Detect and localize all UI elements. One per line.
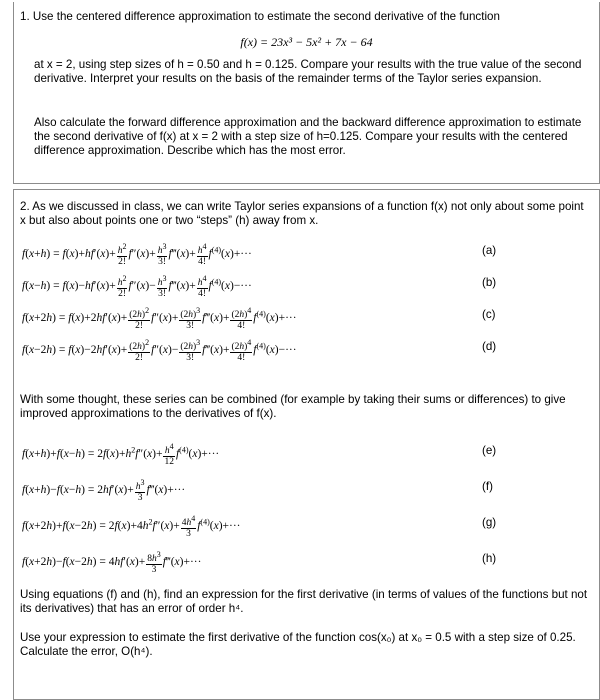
equation-label-c: (c) [482,308,496,321]
equation-label-h: (h) [482,552,497,565]
equation-label-d: (d) [482,340,497,353]
problem-1-intro: 1. Use the centered difference approximation to estimate the second derivative of the function [20,10,500,23]
equation-label-f: (f) [482,480,493,493]
problem-1-para-2: Also calculate the forward difference approximation and the backward difference approximation to estimate the second derivative of f(x) at x = 2 with a step size of h=0.125. Compare your results with the centered difference approximation. Describe which has the most error. [34,116,582,157]
problem-1-para-1: at x = 2, using step sizes of h = 0.50 and h = 0.125. Compare your results with the true value of the second derivative. Interpret your results on the basis of the remainder terms of the Taylor series expansion. [34,58,582,85]
equation-label-e: (e) [482,444,497,457]
problem-2-middle-text: With some thought, these series can be combined (for example by taking their sums or differences) to give improved approximations to the derivatives of f(x). [20,393,566,420]
equation-label-g: (g) [482,516,497,529]
problem-2-task-1: Using equations (f) and (h), find an expression for the first derivative (in terms of values of the functions but not its derivatives) that has an error of order h⁴. [20,588,588,615]
equation-label-a: (a) [482,244,497,257]
problem-1-panel [13,2,600,184]
problem-2-panel: 2. As we discussed in class, we can write Taylor series expansions of a function f(x) not only about some point x but also about points one or two “steps” (h) away from x. f(x+h) = f(x)+hf′(x)+ $\frac{h^2}{2!}$ f″(x)+ $\frac{h^3}{3!}$ f‴(x)+ $\frac{h^4}{4!}$ $f^{(4)}(x)+\cdot\cdot\cdot$ (a) f(x−h) = f(x)−hf′(x)+ $\frac{h^2}{2!}$ f″(x)− $\frac{h^3}{3!}$ f‴(x)+ $\frac{h^4}{4!}$ $f^{(4)}(x)-\cdot\cdot\cdot$ (b) f(x+2h) = f(x)+2hf′(x)+ $\frac{(2h)^2}{2!}$ f″(x)+ $\frac{(2h)^3}{3!}$ f‴(x)+ $\frac{(2h)^4}{4!}$ $f^{(4)}(x)+\cdot\cdot\cdot$ (c) f(x−2h) = f(x)−2hf′(x)+ $\frac{(2h)^2}{2!}$ f″(x)− $\frac{(2h)^3}{3!}$ f‴(x)+ $\frac{(2h)^4}{4!}$ $f^{(4)}(x)-\cdot\cdot\cdot$ (d) With some thought, these series can be combined (for example by taking their sums or differences) to give improved approximations to the derivatives of f(x). $f(x+h)+f(x-h) = 2f(x)+h^2f''(x)+$ $\frac{h^4}{12}$ $f^{(4)}(x)+\cdot\cdot\cdot$ (e) f(x+h)−f(x−h) = 2hf′(x)+ $\frac{h^3}{3}$ f‴(x)+··· (f) $f(x+2h)+f(x-2h) = 2f(x)+4h^2f''(x)+$ $\frac{4h^4}{3}$ $f^{(4)}(x)+\cdot\cdot\cdot$ (g) f(x+2h)−f(x−2h) = 4hf′(x)+ $\frac{8h^3}{3}$ f‴(x)+··· (h) Using equations (f) and (h), find an expression for the first derivative (in terms of values of the functions but not its derivatives) that has an error of order h⁴. Use your expression to estimate the first derivative of the function cos(x₀) at x₀ = 0.5 with a step size of 0.25. Calculate the error, O(h⁴). [13,189,600,700]
equation-label-b: (b) [482,276,497,289]
problem-2-intro: 2. As we discussed in class, we can write Taylor series expansions of a function f(x) not only about some point x but also about points one or two “steps” (h) away from x. [20,200,584,227]
problem-2-task-2: Use your expression to estimate the first derivative of the function cos(x₀) at x₀ = 0.5 with a step size of 0.25. Calculate the error, O(h⁴). [20,631,576,658]
problem-1-function: f(x) = 23x³ − 5x² + 7x − 64 [240,35,373,49]
